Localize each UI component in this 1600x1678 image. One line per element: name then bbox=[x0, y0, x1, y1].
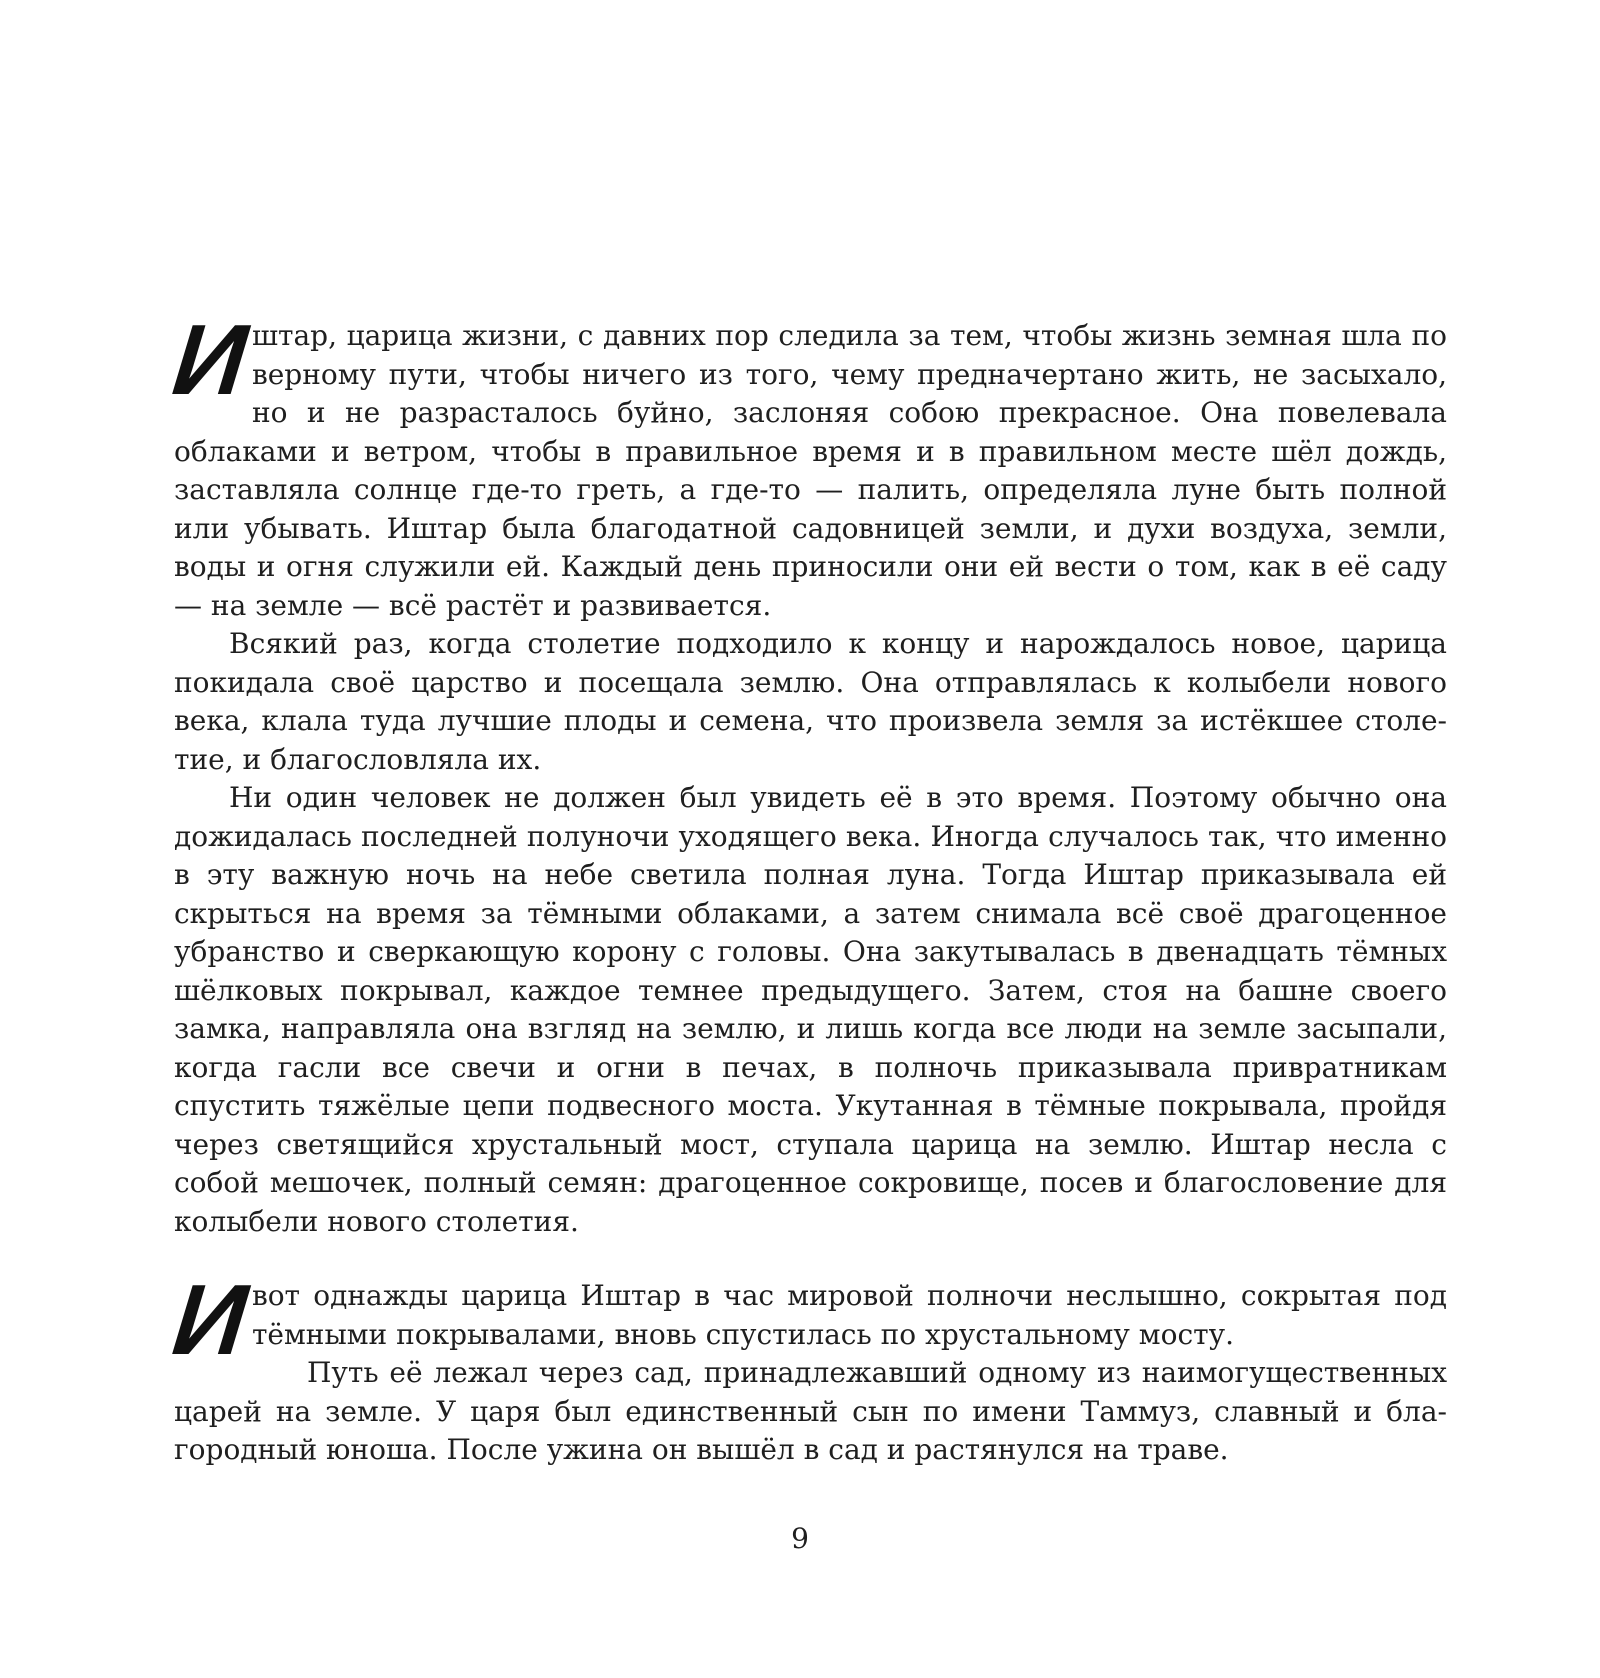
drop-cap: И bbox=[168, 1264, 252, 1376]
paragraph-5: Путь её лежал через сад, принадлежавший одному из наимогущественных царей на земле. У царя был единственный сын по имени Таммуз, славный и благородный юноша. После ужина он вышёл в сад и растянулся на траве. bbox=[174, 1356, 1447, 1466]
paragraph-2: Всякий раз, когда столетие подходило к концу и нарождалось новое, царица покидала своё царство и посещала землю. Она отправлялась к колыбели нового века, клала туда лучшие плоды и семена, что произвела земля за истёкшее столетие, и благословляла их. bbox=[174, 627, 1447, 776]
paragraph-1: штар, царица жизни, с давних пор следила за тем, чтобы жизнь земная шла по верному пути, чтобы ничего из того, чему предначертано жить, не засыхало, но и не разрасталось буйно, заслоняя собою прекрасное. Она повелевала облаками и ветром, чтобы в правильное время и в правильном месте шёл дождь, заставляла солнце где-то греть, а где-то — палить, определяла луне быть полной или убывать. Иштар была благодатной садовницей земли, и духи воздуха, земли, воды и огня служили ей. Каждый день приносили они ей вести о том, как в её саду — на земле — всё растёт и развивается. bbox=[174, 319, 1447, 622]
page-number: 9 bbox=[791, 1522, 809, 1555]
paragraph-3: Ни один человек не должен был увидеть её в это время. Поэтому обычно она дожидалась последней полуночи уходящего века. Иногда случалось так, что именно в эту важную ночь на небе светила полная луна. Тогда Иштар приказывала ей скрыться на время за тёмными облаками, а затем снимала всё своё драгоценное убранство и сверкающую корону с головы. Она закутывалась в двенадцать тёмных шёлковых покрывал, каждое темнее предыдущего. Затем, стоя на башне своего замка, направляла она взгляд на землю, и лишь когда все люди на земле засыпали, когда гасли все свечи и огни в печах, в полночь приказывала привратникам спустить тяжёлые цепи подвесного моста. Укутанная в тёмные покрывала, пройдя через светящийся хрустальный мост, ступала царица на землю. Иштар несла с собой мешочек, полный семян: драгоценное сокровище, посев и благословение для колыбели нового столетия. bbox=[174, 781, 1447, 1238]
drop-cap: И bbox=[168, 304, 252, 416]
section-1 bbox=[168, 304, 1447, 1241]
section-2 bbox=[168, 1264, 1447, 1470]
paragraph-4: вот однажды царица Иштар в час мировой полночи неслышно, сокрытая под тёмными покрывалами, вновь спустилась по хрустальному мосту. bbox=[251, 1279, 1447, 1351]
